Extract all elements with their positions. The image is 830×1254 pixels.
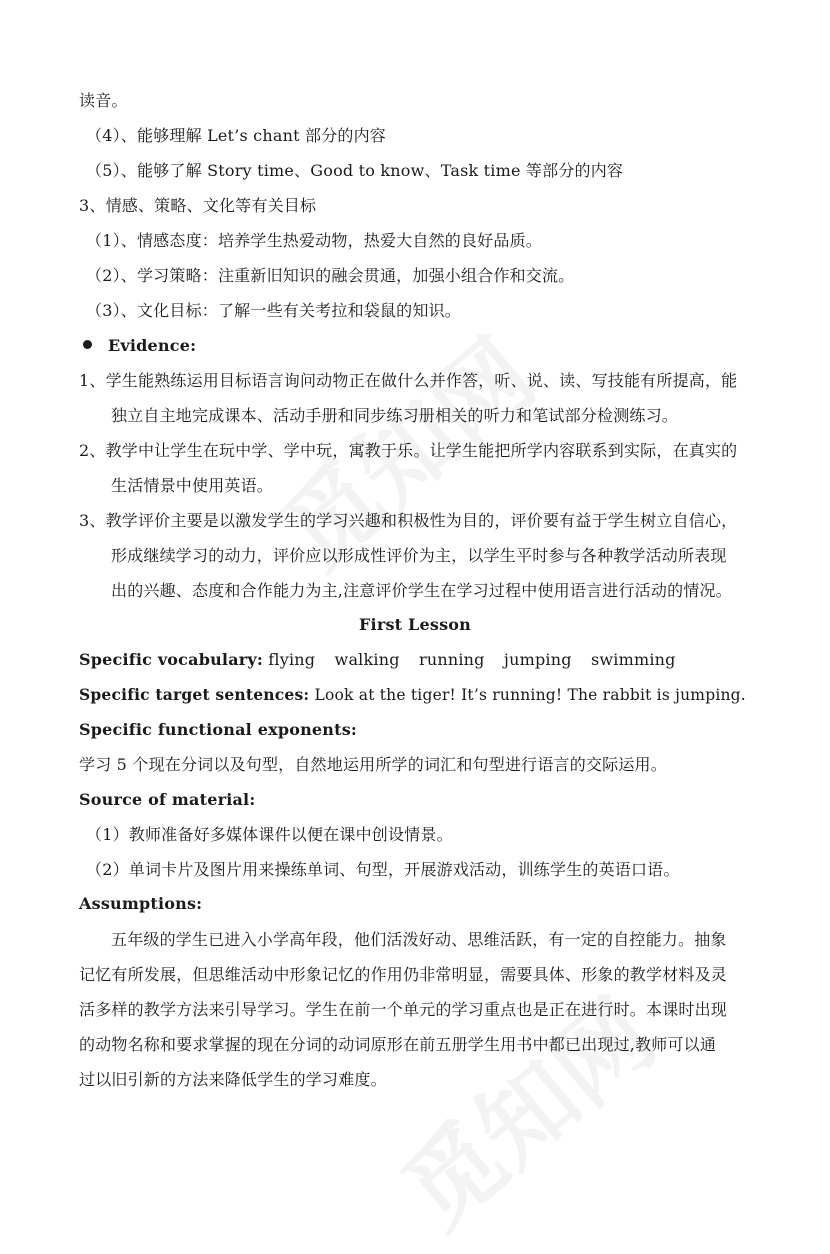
bullet-icon — [83, 340, 92, 349]
text-line: 活多样的教学方法来引导学习。学生在前一个单元的学习重点也是正在进行时。本课时出现 — [79, 1000, 728, 1019]
text-line: 生活情景中使用英语。 — [111, 476, 274, 495]
vocab-word: jumping — [503, 650, 572, 669]
assumptions-label: Assumptions: — [79, 894, 203, 913]
text-line: （2）、学习策略：注重新旧知识的融会贯通，加强小组合作和交流。 — [86, 266, 575, 285]
text-line: 2、教学中让学生在玩中学、学中玩，寓教于乐。让学生能把所学内容联系到实际，在真实的 — [79, 441, 738, 460]
text-line: 1、学生能熟练运用目标语言询问动物正在做什么并作答，听、说、读、写技能有所提高，能 — [79, 371, 738, 390]
sentences-text: Look at the tiger! It’s running! The rabbit is jumping. — [314, 686, 746, 704]
text-line: 五年级的学生已进入小学高年段，他们活泼好动、思维活跃，有一定的自控能力。抽象 — [111, 930, 727, 949]
vocab-word: swimming — [590, 650, 676, 669]
text-line: 独立自主地完成课本、活动手册和同步练习册相关的听力和笔试部分检测练习。 — [111, 406, 679, 425]
text-line: 学习 5 个现在分词以及句型，自然地运用所学的词汇和句型进行语言的交际运用。 — [79, 755, 667, 774]
functional-label: Specific functional exponents: — [79, 720, 358, 739]
text-line: 的动物名称和要求掌握的现在分词的动词原形在前五册学生用书中都已出现过,教师可以通 — [79, 1035, 717, 1054]
text-line: 记忆有所发展，但思维活动中形象记忆的作用仍非常明显，需要具体、形象的教学材料及灵 — [79, 965, 728, 984]
vocab-word: walking — [334, 650, 400, 669]
source-label: Source of material: — [79, 790, 256, 809]
vocab-word: flying — [268, 650, 316, 669]
evidence-heading: Evidence: — [83, 336, 763, 356]
text-line: （2）单词卡片及图片用来操练单词、句型，开展游戏活动，训练学生的英语口语。 — [86, 860, 680, 879]
text-line: （1）、情感态度：培养学生热爱动物，热爱大自然的良好品质。 — [86, 231, 542, 250]
lesson-title: First Lesson — [359, 615, 471, 634]
text-line: 3、教学评价主要是以激发学生的学习兴趣和积极性为目的，评价要有益于学生树立自信心， — [79, 511, 738, 530]
vocabulary-line — [79, 650, 759, 670]
text-line: （3）、文化目标：了解一些有关考拉和袋鼠的知识。 — [86, 301, 461, 320]
text-line: 过以旧引新的方法来降低学生的学习难度。 — [79, 1070, 387, 1089]
text-line: 出的兴趣、态度和合作能力为主,注意评价学生在学习过程中使用语言进行活动的情况。 — [111, 581, 732, 600]
text-line: 读音。 — [79, 91, 128, 110]
text-line: （1）教师准备好多媒体课件以便在课中创设情景。 — [86, 825, 453, 844]
text-line: （5）、能够了解 Story time、Good to know、Task time 等部分的内容 — [86, 161, 624, 180]
sentences-label: Specific target sentences: — [79, 685, 310, 704]
text-line: （4）、能够理解 Let’s chant 部分的内容 — [86, 126, 386, 145]
sentences-line — [79, 685, 759, 705]
vocabulary-label: Specific vocabulary: — [79, 650, 263, 669]
text-line: 3、情感、策略、文化等有关目标 — [79, 196, 317, 215]
vocab-word: running — [418, 650, 485, 669]
text-line: 形成继续学习的动力，评价应以形成性评价为主，以学生平时参与各种教学活动所表现 — [111, 546, 727, 565]
